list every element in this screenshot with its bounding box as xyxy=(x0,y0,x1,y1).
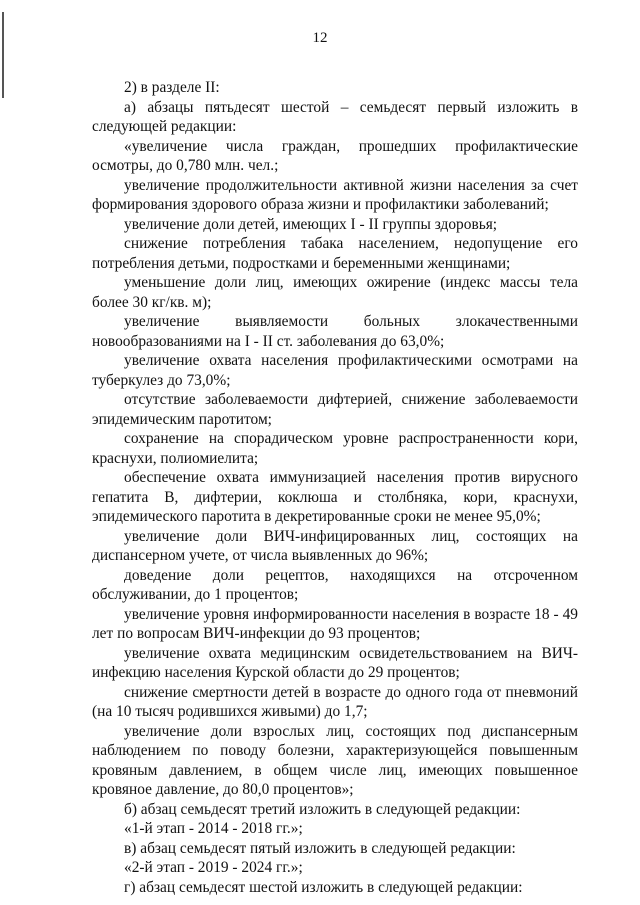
margin-line xyxy=(2,12,4,98)
paragraph: увеличение доли ВИЧ-инфицированных лиц, состоящих на диспансерном учете, от числа выявленных до 96%; xyxy=(92,527,578,564)
document-body xyxy=(92,78,578,897)
paragraph: отсутствие заболеваемости дифтерией, снижение заболеваемости эпидемическим паротитом; xyxy=(92,391,578,428)
page-number: 12 xyxy=(312,30,328,46)
paragraph: «увеличение числа граждан, прошедших профилактические осмотры, до 0,780 млн. чел.; xyxy=(92,137,578,174)
paragraph: доведение доли рецептов, находящихся на отсроченном обслуживании, до 1 процентов; xyxy=(92,566,578,603)
section-heading: 2) в разделе II: xyxy=(124,79,220,96)
paragraph: «1-й этап - 2014 - 2018 гг.»; xyxy=(124,820,303,837)
paragraph: а) абзацы пятьдесят шестой – семьдесят первый изложить в следующей редакции: xyxy=(92,98,578,135)
paragraph: сохранение на спорадическом уровне распространенности кори, краснухи, полиомиелита; xyxy=(92,430,578,467)
paragraph: снижение смертности детей в возрасте до одного года от пневмоний (на 10 тысяч родившихся живыми) до 1,7; xyxy=(92,683,578,720)
paragraph: увеличение доли взрослых лиц, состоящих под диспансерным наблюдением по поводу болезни, характеризующейся повышенным кровяным давлением, в общем числе лиц, имеющих повышенное кровяное давление, до 80,0 процентов»; xyxy=(92,722,578,798)
paragraph: г) абзац семьдесят шестой изложить в следующей редакции: xyxy=(124,878,523,896)
paragraph: увеличение доли детей, имеющих I - II группы здоровья; xyxy=(124,215,498,233)
paragraph: увеличение продолжительности активной жизни населения за счет формирования здорового образа жизни и профилактики заболеваний; xyxy=(92,176,578,213)
paragraph: «2-й этап - 2019 - 2024 гг.»; xyxy=(124,859,303,876)
paragraph: увеличение уровня информированности населения в возрасте 18 - 49 лет по вопросам ВИЧ-инфекции до 93 процентов; xyxy=(92,605,578,642)
paragraph: в) абзац семьдесят пятый изложить в следующей редакции: xyxy=(124,839,516,857)
paragraph: обеспечение охвата иммунизацией населения против вирусного гепатита В, дифтерии, коклюша и столбняка, кори, краснухи, эпидемического паротита в декретированные сроки не менее 95,0%; xyxy=(92,469,578,525)
paragraph: увеличение охвата населения профилактическими осмотрами на туберкулез до 73,0%; xyxy=(92,352,578,389)
paragraph: б) абзац семьдесят третий изложить в следующей редакции: xyxy=(124,800,521,818)
paragraph: снижение потребления табака населением, недопущение его потребления детьми, подростками и беременными женщинами; xyxy=(92,235,578,272)
paragraph: увеличение охвата медицинским освидетельствованием на ВИЧ-инфекцию населения Курской области до 29 процентов; xyxy=(92,644,578,681)
paragraph: увеличение выявляемости больных злокачественными новообразованиями на I - II ст. заболевания до 63,0%; xyxy=(92,313,578,350)
paragraph: уменьшение доли лиц, имеющих ожирение (индекс массы тела более 30 кг/кв. м); xyxy=(92,274,578,311)
